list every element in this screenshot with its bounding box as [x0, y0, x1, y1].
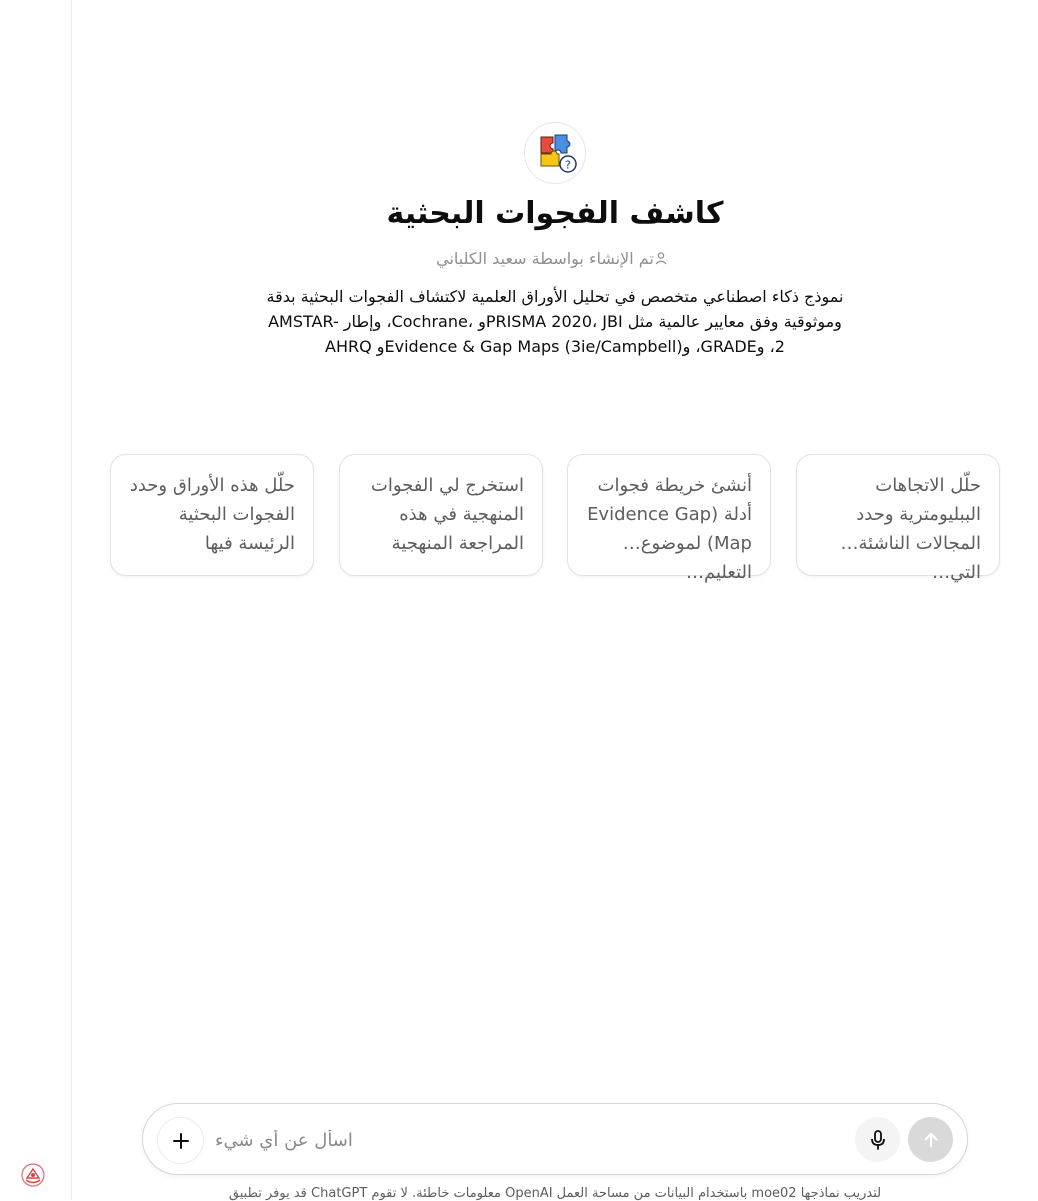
starter-card-methodological-gaps[interactable]: [339, 454, 543, 576]
starter-label: حلّل هذه الأوراق وحدد الفجوات البحثية الرئيسة فيها: [129, 475, 295, 554]
main-panel: [72, 0, 1038, 1200]
svg-text:?: ?: [565, 158, 571, 172]
starter-card-bibliometric[interactable]: [796, 454, 1000, 583]
starter-label: استخرج لي الفجوات المنهجية في هذه المراجعة المنهجية: [370, 475, 524, 554]
gpt-description: نموذج ذكاء اصطناعي متخصص في تحليل الأوراق العلمية لاكتشاف الفجوات البحثية بدقة وموثوقية وفق معايير عالمية مثل PRISMA 2020، JBIو ،Cochrane، وإطار AMSTAR-2، وGRADE، وEvidence & Gap Maps (3ie/Campbell)و AHRQ: [266, 287, 844, 356]
footer-disclaimer: لتدريب نماذجها moe02 باستخدام البيانات من مساحة العمل OpenAI معلومات خاطئة. لا تقوم ChatGPT قد يوفر تطبيق: [228, 1186, 882, 1201]
plus-icon[interactable]: [157, 1117, 204, 1164]
starter-label: أنشئ خريطة فجوات أدلة (Evidence Gap Map) لموضوع التعليم…: [587, 475, 752, 583]
workspace-logo-icon[interactable]: [20, 1162, 46, 1188]
starter-card-analyze-papers[interactable]: [110, 454, 314, 576]
author-label: تم الإنشاء بواسطة سعيد الكلباني: [436, 249, 654, 268]
conversation-starters: [110, 454, 1000, 583]
starter-card-evidence-gap-map[interactable]: [567, 454, 771, 583]
puzzle-pieces-icon: [524, 122, 586, 184]
sidebar: [0, 0, 72, 1200]
prompt-input[interactable]: [213, 1124, 777, 1156]
message-composer: [142, 1103, 968, 1175]
gpt-title: كاشف الفجوات البحثية: [386, 196, 724, 231]
person-icon: [654, 250, 668, 269]
microphone-icon[interactable]: [855, 1117, 900, 1162]
arrow-up-icon[interactable]: [908, 1117, 953, 1162]
gpt-author: [72, 249, 1038, 269]
starter-label: حلّل الاتجاهات الببليومترية وحدد المجالات الناشئة التي…: [856, 475, 981, 583]
